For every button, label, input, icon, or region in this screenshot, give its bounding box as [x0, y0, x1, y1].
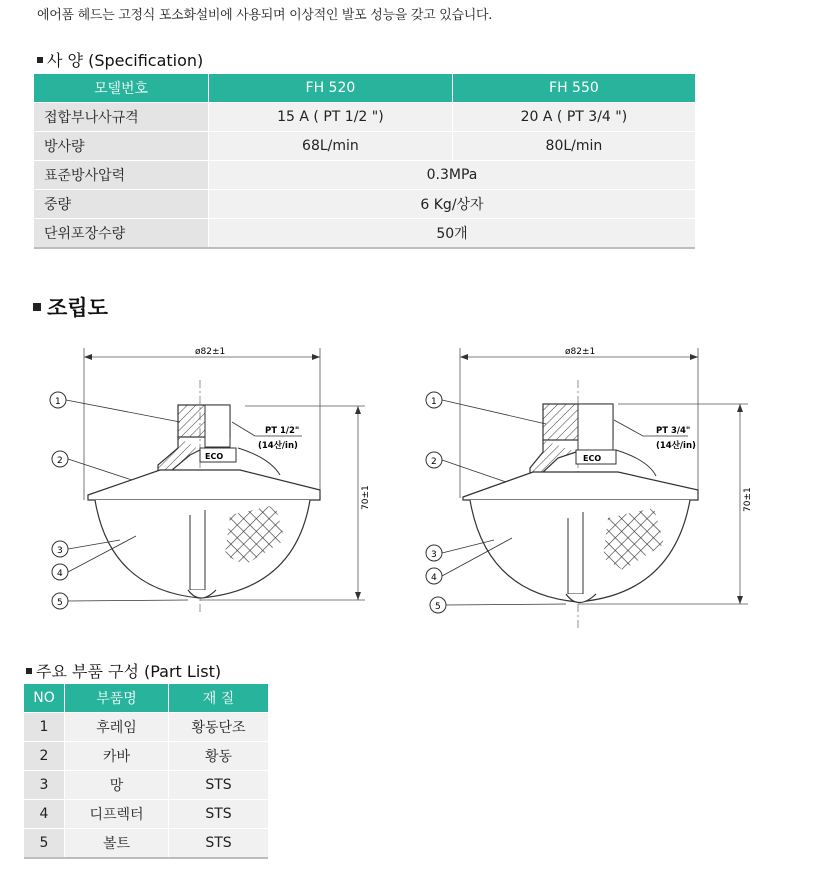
part-no: 2 [24, 742, 65, 771]
eco-mark: ECO [583, 454, 602, 463]
parts-title [26, 659, 221, 682]
row-label: 표준방사압력 [34, 161, 209, 190]
parts-header-part: 부품명 [65, 684, 169, 713]
height-label: 70±1 [361, 485, 371, 510]
part-name: 후레임 [65, 713, 169, 742]
part-name: 망 [65, 771, 169, 800]
row-label: 방사량 [34, 132, 209, 161]
parts-header-material: 재 질 [169, 684, 269, 713]
table-row [34, 190, 695, 219]
part-material: STS [169, 771, 269, 800]
svg-text:5: 5 [435, 602, 441, 612]
cell-fh550: 80L/min [452, 132, 695, 161]
assembly-drawing-fh550 [418, 340, 763, 630]
table-row [24, 829, 268, 859]
cell-fh520: 15 A ( PT 1/2 ") [209, 103, 453, 132]
parts-header-no: NO [24, 684, 65, 713]
diameter-label: ø82±1 [195, 347, 226, 357]
cell-shared: 0.3MPa [209, 161, 696, 190]
parts-title-text: 주요 부품 구성 (Part List) [36, 662, 222, 681]
diameter-label: ø82±1 [565, 347, 596, 357]
part-name: 카바 [65, 742, 169, 771]
height-label: 70±1 [743, 487, 753, 512]
spec-title-text: 사 양 (Specification) [47, 51, 204, 70]
thread-label: PT 1/2" [265, 426, 300, 436]
table-row [34, 132, 695, 161]
row-label: 단위포장수량 [34, 219, 209, 249]
parts-header-row [24, 684, 268, 713]
part-material: 황동 [169, 742, 269, 771]
svg-text:5: 5 [57, 598, 63, 608]
thread-count-label: (14산/in) [656, 441, 696, 451]
part-no: 3 [24, 771, 65, 800]
assembly-title-text: 조립도 [47, 296, 108, 320]
cell-shared: 50개 [209, 219, 696, 249]
part-name: 볼트 [65, 829, 169, 859]
part-material: STS [169, 829, 269, 859]
part-material: STS [169, 800, 269, 829]
cell-fh520: 68L/min [209, 132, 453, 161]
assembly-drawing-fh520 [40, 340, 380, 620]
row-label: 접합부나사규격 [34, 103, 209, 132]
callout-5 [430, 597, 566, 613]
svg-text:1: 1 [55, 397, 61, 407]
spec-header-fh550: FH 550 [452, 74, 695, 103]
spec-title [37, 48, 203, 71]
table-row [24, 713, 268, 742]
parts-table [24, 684, 268, 859]
spec-header-row [34, 74, 695, 103]
cell-shared: 6 Kg/상자 [209, 190, 696, 219]
eco-mark: ECO [205, 452, 224, 461]
svg-text:3: 3 [57, 546, 63, 556]
callout-5 [52, 593, 188, 609]
bullet-square-icon [33, 303, 41, 311]
part-name: 디프렉터 [65, 800, 169, 829]
row-label: 중량 [34, 190, 209, 219]
intro-text: 에어폼 헤드는 고정식 포소화설비에 사용되며 이상적인 발포 성능을 갖고 있습니다. [37, 8, 493, 23]
svg-text:4: 4 [57, 569, 63, 579]
svg-text:1: 1 [431, 397, 437, 407]
callout-2 [426, 452, 506, 482]
spec-header-model: 모델번호 [34, 74, 209, 103]
part-no: 5 [24, 829, 65, 859]
bullet-square-icon [37, 57, 43, 63]
part-no: 4 [24, 800, 65, 829]
spec-header-fh520: FH 520 [209, 74, 453, 103]
table-row [24, 800, 268, 829]
spec-table [34, 74, 695, 249]
thread-label: PT 3/4" [656, 426, 691, 436]
cell-fh550: 20 A ( PT 3/4 ") [452, 103, 695, 132]
table-row [34, 161, 695, 190]
assembly-title [33, 292, 108, 322]
callout-1 [426, 392, 546, 424]
table-row [24, 742, 268, 771]
svg-text:3: 3 [431, 550, 437, 560]
table-row [24, 771, 268, 800]
part-no: 1 [24, 713, 65, 742]
thread-count-label: (14산/in) [258, 441, 298, 451]
svg-text:2: 2 [431, 457, 437, 467]
part-material: 황동단조 [169, 713, 269, 742]
bullet-square-icon [26, 668, 32, 674]
callout-2 [52, 451, 132, 480]
callout-1 [50, 392, 180, 422]
svg-text:4: 4 [431, 573, 437, 583]
table-row [34, 103, 695, 132]
svg-text:2: 2 [57, 456, 63, 466]
table-row [34, 219, 695, 249]
